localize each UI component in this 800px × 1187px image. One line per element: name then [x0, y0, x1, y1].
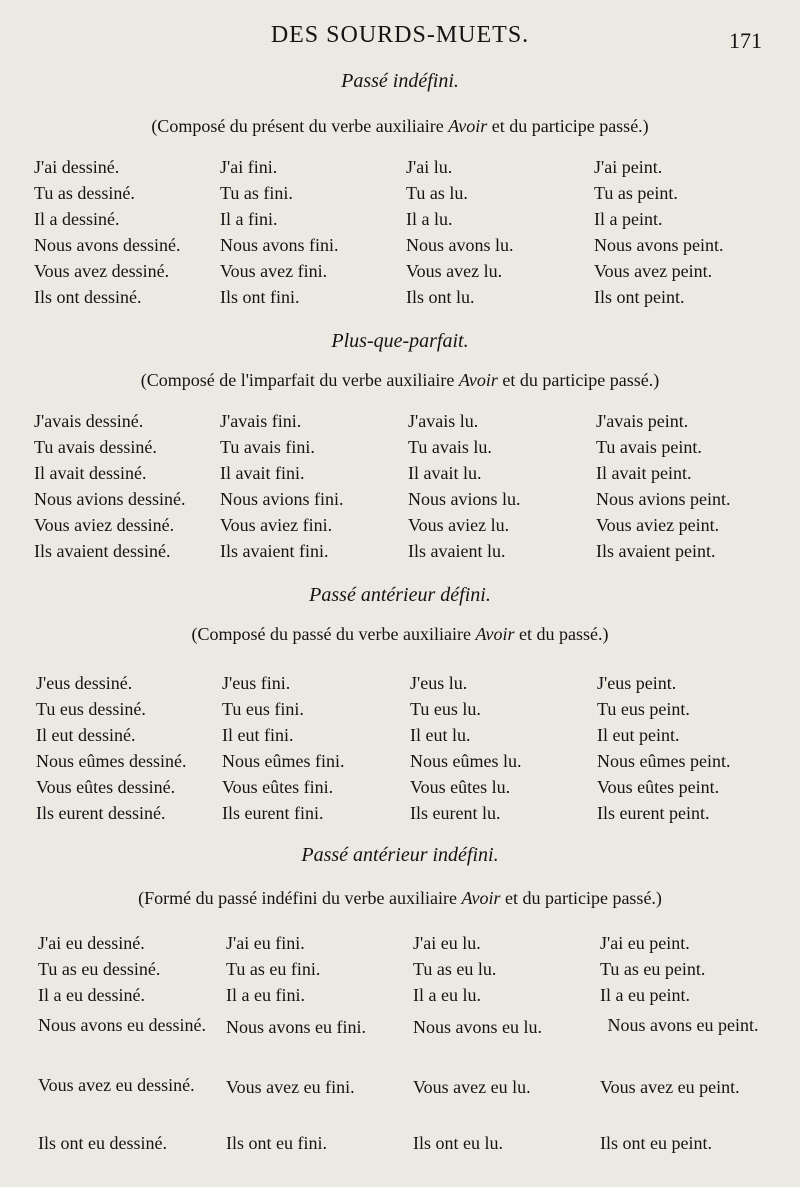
conjugation-form: Nous avons lu.	[406, 235, 514, 255]
conjugation-form: Vous avez eu fini.	[226, 1077, 355, 1097]
conjugation-form: Ils ont fini.	[220, 287, 300, 307]
conjugation-form: Nous avons fini.	[220, 235, 339, 255]
running-title: DES SOURDS-MUETS.	[270, 22, 530, 48]
conjugation-form: Nous avions fini.	[220, 489, 344, 509]
note-text: et du participe passé.)	[487, 116, 649, 136]
conjugation-form: J'ai eu peint.	[600, 933, 690, 953]
conjugation-form: Vous eûtes peint.	[597, 777, 720, 797]
note-text: (Formé du passé indéfini du verbe auxiliaire	[138, 888, 462, 908]
conjugation-form: Tu eus peint.	[597, 699, 690, 719]
section-note-passe-indefini	[0, 116, 800, 137]
column-dessiner	[34, 408, 186, 564]
column-dessiner	[34, 154, 181, 310]
conjugation-form: Vous eûtes fini.	[222, 777, 334, 797]
note-verb: Avoir	[475, 624, 515, 644]
note-text: et du participe passé.)	[500, 888, 662, 908]
conjugation-form: Ils ont lu.	[406, 287, 475, 307]
conjugation-form: J'eus fini.	[222, 673, 291, 693]
conjugation-form: J'ai dessiné.	[34, 157, 120, 177]
conjugation-form: Il a fini.	[220, 209, 278, 229]
column-finir	[226, 930, 366, 1156]
conjugation-form: Il eut fini.	[222, 725, 294, 745]
conjugation-form: J'eus peint.	[597, 673, 677, 693]
page-number: 171	[729, 28, 762, 53]
conjugation-form: Nous avons peint.	[594, 235, 724, 255]
column-peindre	[597, 670, 730, 826]
conjugation-form: Vous aviez peint.	[596, 515, 720, 535]
conjugation-form: Tu avais dessiné.	[34, 437, 157, 457]
conjugation-form: Il avait dessiné.	[34, 463, 147, 483]
conjugation-form: Ils avaient dessiné.	[34, 541, 171, 561]
conjugation-form: J'ai eu fini.	[226, 933, 305, 953]
section-title-passe-anterieur-indefini: Passé antérieur indéfini.	[301, 844, 499, 866]
conjugation-form: Ils ont eu peint.	[600, 1133, 712, 1153]
conjugation-form: Vous avez eu lu.	[413, 1077, 531, 1097]
conjugation-form: Ils eurent lu.	[410, 803, 501, 823]
conjugation-form: Il eut peint.	[597, 725, 680, 745]
conjugation-form: J'ai eu dessiné.	[38, 933, 145, 953]
conjugation-form: Ils avaient lu.	[408, 541, 506, 561]
note-text: (Composé de l'imparfait du verbe auxiliaire	[140, 370, 459, 390]
conjugation-form: Nous avions peint.	[596, 489, 731, 509]
conjugation-form: Ils ont eu lu.	[413, 1133, 503, 1153]
conjugation-form: J'ai eu lu.	[413, 933, 481, 953]
column-lire	[408, 408, 521, 564]
column-finir	[220, 408, 344, 564]
note-verb: Avoir	[461, 888, 501, 908]
conjugation-form: Ils ont eu fini.	[226, 1133, 327, 1153]
conjugation-form: Ils eurent dessiné.	[36, 803, 166, 823]
conjugation-form: Vous eûtes dessiné.	[36, 777, 176, 797]
conjugation-form: Tu as fini.	[220, 183, 293, 203]
column-peindre	[600, 930, 766, 1156]
conjugation-form: Ils ont eu dessiné.	[38, 1133, 167, 1153]
running-head	[0, 22, 800, 52]
conjugation-form: Ils ont peint.	[594, 287, 685, 307]
note-text: et du participe passé.)	[497, 370, 660, 390]
conjugation-form: Vous aviez fini.	[220, 515, 333, 535]
conjugation-form: Il a eu peint.	[600, 985, 690, 1005]
conjugation-form: J'avais peint.	[596, 411, 689, 431]
section-title-passe-anterieur-defini: Passé antérieur défini.	[309, 584, 491, 606]
column-finir	[222, 670, 344, 826]
conjugation-form: Tu avais lu.	[408, 437, 492, 457]
conjugation-form: Tu as eu peint.	[600, 959, 706, 979]
conjugation-form: J'avais lu.	[408, 411, 479, 431]
conjugation-form: Ils eurent peint.	[597, 803, 710, 823]
note-text: (Composé du présent du verbe auxiliaire	[151, 116, 449, 136]
section-note-plus-que-parfait	[0, 370, 800, 391]
conjugation-form: Nous avons dessiné.	[34, 235, 181, 255]
conjugation-form: Nous eûmes dessiné.	[36, 751, 187, 771]
conjugation-form: J'ai peint.	[594, 157, 663, 177]
conjugation-form: Tu eus lu.	[410, 699, 481, 719]
section-note-passe-anterieur-defini	[0, 624, 800, 645]
conjugation-form: Ils eurent fini.	[222, 803, 324, 823]
conjugation-form: Nous avions lu.	[408, 489, 521, 509]
conjugation-form: Ils avaient peint.	[596, 541, 716, 561]
conjugation-form: J'ai lu.	[406, 157, 453, 177]
note-text: (Composé du passé du verbe auxiliaire	[191, 624, 476, 644]
column-dessiner	[38, 930, 208, 1156]
conjugation-form: Il a lu.	[406, 209, 453, 229]
conjugation-form: Nous eûmes peint.	[597, 751, 731, 771]
conjugation-form: Vous avez peint.	[594, 261, 713, 281]
conjugation-form: Il avait fini.	[220, 463, 305, 483]
conjugation-form: Tu as eu fini.	[226, 959, 321, 979]
column-lire	[406, 154, 514, 310]
conjugation-form: Vous aviez dessiné.	[34, 515, 175, 535]
conjugation-form: Vous avez fini.	[220, 261, 328, 281]
section-title-passe-indefini: Passé indéfini.	[341, 70, 459, 92]
conjugation-form: Tu as dessiné.	[34, 183, 135, 203]
conjugation-form: Il a peint.	[594, 209, 663, 229]
conjugation-form: Vous avez dessiné.	[34, 261, 170, 281]
conjugation-form: J'ai fini.	[220, 157, 278, 177]
conjugation-form: Ils ont dessiné.	[34, 287, 142, 307]
conjugation-form: Vous aviez lu.	[408, 515, 510, 535]
conjugation-form: Nous eûmes lu.	[410, 751, 522, 771]
note-verb: Avoir	[448, 116, 488, 136]
column-lire	[410, 670, 522, 826]
conjugation-form: Nous eûmes fini.	[222, 751, 345, 771]
conjugation-form: Tu avais fini.	[220, 437, 315, 457]
conjugation-form: Il a dessiné.	[34, 209, 120, 229]
conjugation-form: Nous avions dessiné.	[34, 489, 186, 509]
conjugation-form: Tu as peint.	[594, 183, 678, 203]
conjugation-form: Vous avez lu.	[406, 261, 503, 281]
conjugation-form: Il a eu fini.	[226, 985, 305, 1005]
conjugation-form: Nous avons eu peint.	[607, 1015, 759, 1035]
conjugation-form: Il eut lu.	[410, 725, 471, 745]
conjugation-form: Il a eu dessiné.	[38, 985, 145, 1005]
conjugation-form: Tu as lu.	[406, 183, 468, 203]
conjugation-form: J'avais dessiné.	[34, 411, 144, 431]
conjugation-form: Il avait lu.	[408, 463, 482, 483]
conjugation-form: Tu as eu dessiné.	[38, 959, 161, 979]
conjugation-form: Nous avons eu lu.	[413, 1017, 542, 1037]
conjugation-form: Tu as eu lu.	[413, 959, 497, 979]
conjugation-form: Vous avez eu peint.	[600, 1077, 740, 1097]
column-lire	[413, 930, 542, 1156]
conjugation-form: Nous avons eu fini.	[226, 1017, 366, 1037]
conjugation-form: Tu eus fini.	[222, 699, 304, 719]
conjugation-form: Ils avaient fini.	[220, 541, 329, 561]
conjugation-form: J'avais fini.	[220, 411, 302, 431]
column-finir	[220, 154, 339, 310]
conjugation-form: J'eus dessiné.	[36, 673, 133, 693]
conjugation-form: Il a eu lu.	[413, 985, 481, 1005]
conjugation-form: Nous avons eu dessiné.	[38, 1015, 206, 1035]
column-peindre	[596, 408, 731, 564]
section-title-plus-que-parfait: Plus-que-parfait.	[331, 330, 469, 352]
conjugation-form: Il eut dessiné.	[36, 725, 136, 745]
note-verb: Avoir	[458, 370, 498, 390]
conjugation-form: Tu eus dessiné.	[36, 699, 146, 719]
conjugation-form: Il avait peint.	[596, 463, 692, 483]
column-peindre	[594, 154, 724, 310]
conjugation-form: J'eus lu.	[410, 673, 468, 693]
note-text: et du passé.)	[514, 624, 609, 644]
column-dessiner	[36, 670, 186, 826]
conjugation-form: Vous avez eu dessiné.	[38, 1075, 195, 1095]
conjugation-form: Tu avais peint.	[596, 437, 702, 457]
conjugation-form: Vous eûtes lu.	[410, 777, 511, 797]
section-note-passe-anterieur-indefini	[0, 888, 800, 909]
